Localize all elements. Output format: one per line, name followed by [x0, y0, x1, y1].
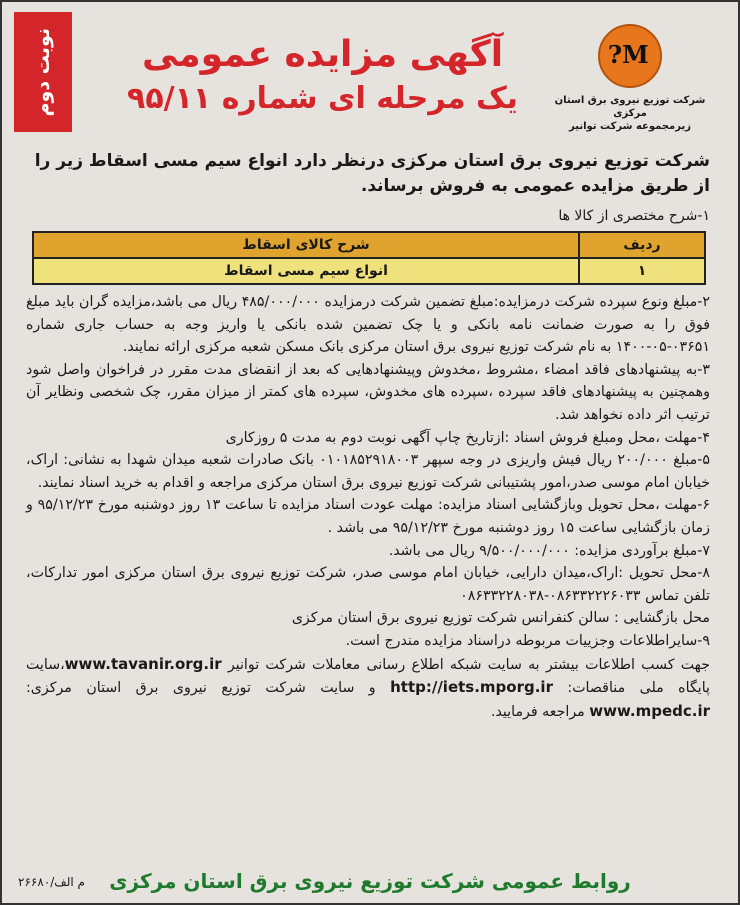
reference-number: ۲۶۶۸۰/م الف [18, 875, 85, 889]
item-invalid-bids: ۳-به پیشنهادهای فاقد امضاء ،مشروط ،مخدوش وپیشنهادهایی که بعد از انقضای مدت مقرر در فراخوان واصل شود وهمچنین به پیشنهادهای فاقد سپرده ،سپرده های مخدوش، سپرده های کمتر از میزان مقرر، چک شخصی ونظایر آن ترتیب اثر داده نخواهد شد. [26, 361, 710, 423]
goods-section-title: ۱-شرح مختصری از کالا ها [558, 208, 710, 224]
link-mpedc[interactable]: www.mpedc.ir [589, 701, 710, 720]
item-other-info: ۹-سایراطلاعات وجزییات مربوطه دراسناد مزایده مندرج است. [345, 632, 710, 649]
closing-paragraph [26, 653, 710, 724]
item-payment: ۵-مبلغ ۲۰۰/۰۰۰ ریال فیش واریزی در وجه سپهر ۰۱۰۱۸۵۲۹۱۸۰۰۳ بانک صادرات شعبه میدان شهدا به نشانی: اراک، خیابان امام موسی صدر،امور پشتیبانی شرکت توزیع نیروی برق استان مرکزی مراجعه و اقدام به خرید اسناد نمایند. [26, 452, 710, 491]
item-document-sale: ۴-مهلت ،محل ومبلغ فروش اسناد :ازتاریخ چاپ آگهی نوبت دوم به مدت ۵ روزکاری [225, 429, 710, 446]
col-header-description: شرح کالای اسقاط [33, 232, 579, 258]
logo-text-1: شرکت توزیع نیروی برق استان مرکزی [554, 95, 706, 119]
goods-table [32, 231, 706, 285]
closing-post: مراجعه فرمایید. [490, 703, 585, 720]
item-deposit: ۲-مبلغ ونوع سپرده شرکت درمزایده:مبلغ تضمین شرکت درمزایده ۴۸۵/۰۰۰/۰۰۰ ریال می باشد،مزایده گران باید مبلغ فوق را به صورت ضمانت نامه بانکی و یا چک تضمین شده بانکی یا واریز وجه به حساب جاری شماره ۰۳۶۵۱-۰۵-۱۴۰۰ به نام شرکت توزیع نیروی برق استان مرکزی بانک مسکن شعبه مرکزی ارائه نمایند. [26, 294, 710, 356]
closing-mid2: و سایت شرکت توزیع نیروی برق استان مرکزی: [26, 680, 376, 697]
title-block [112, 32, 533, 120]
table-row [33, 258, 705, 284]
page-subtitle: یک مرحله ای شماره ۹۵/۱۱ [127, 81, 518, 116]
footer [2, 869, 738, 893]
item-delivery: ۸-محل تحویل :اراک،میدان دارایی، خیابان امام موسی صدر، شرکت توزیع نیروی برق استان مرکزی امور تدارکات، تلفن تماس ۰۸۶۳۳۲۲۲۶۰۳۳-۰۸۶۳۳۲۲۸۰۳۸ [26, 565, 710, 604]
col-header-row-number: ردیف [579, 232, 705, 258]
table-header-row [33, 232, 705, 258]
terms-body [26, 291, 710, 723]
link-iets[interactable]: http://iets.mporg.ir [390, 678, 553, 697]
intro-paragraph: شرکت توزیع نیروی برق استان مرکزی درنظر دارد انواع سیم مسی اسقاط زیر را از طریق مزایده عمومی به فروش برساند. [34, 151, 710, 196]
page-title: آگهی مزایده عمومی [141, 34, 504, 75]
cell-row-number: ۱ [579, 258, 705, 284]
footer-signature: روابط عمومی شرکت توزیع نیروی برق استان مرکزی [109, 869, 631, 893]
header [2, 2, 738, 147]
logo-text-2: زیرمجموعه شرکت توانیر [569, 121, 691, 132]
closing-pre: جهت کسب اطلاعات بیشتر به سایت شبکه اطلاع رسانی معاملات شرکت توانیر [227, 656, 710, 673]
closing-mid1: ،سایت پایگاه ملی مناقصات: [26, 656, 710, 697]
item-opening-place: محل بازگشایی : سالن کنفرانس شرکت توزیع نیروی برق استان مرکزی [291, 610, 710, 627]
cell-description: انواع سیم مسی اسقاط [33, 258, 579, 284]
item-estimate: ۷-مبلغ برآوردی مزایده: ۹/۵۰۰/۰۰۰/۰۰۰ ریال می باشد. [388, 542, 710, 559]
logo-icon: ?M [598, 24, 662, 88]
round-badge [14, 12, 72, 132]
item-deadline: ۶-مهلت ،محل تحویل وبازگشایی اسناد مزایده: مهلت عودت اسناد مزایده تا ساعت ۱۳ روز دوشنبه مورخ ۹۵/۱۲/۲۳ و زمان بازگشایی ساعت ۱۵ روز دوشنبه مورخ ۹۵/۱۲/۲۳ می باشد . [26, 497, 710, 536]
company-logo [540, 24, 720, 133]
round-badge-label: نوبت دوم [32, 27, 54, 117]
link-tavanir[interactable]: www.tavanir.org.ir [64, 654, 222, 673]
